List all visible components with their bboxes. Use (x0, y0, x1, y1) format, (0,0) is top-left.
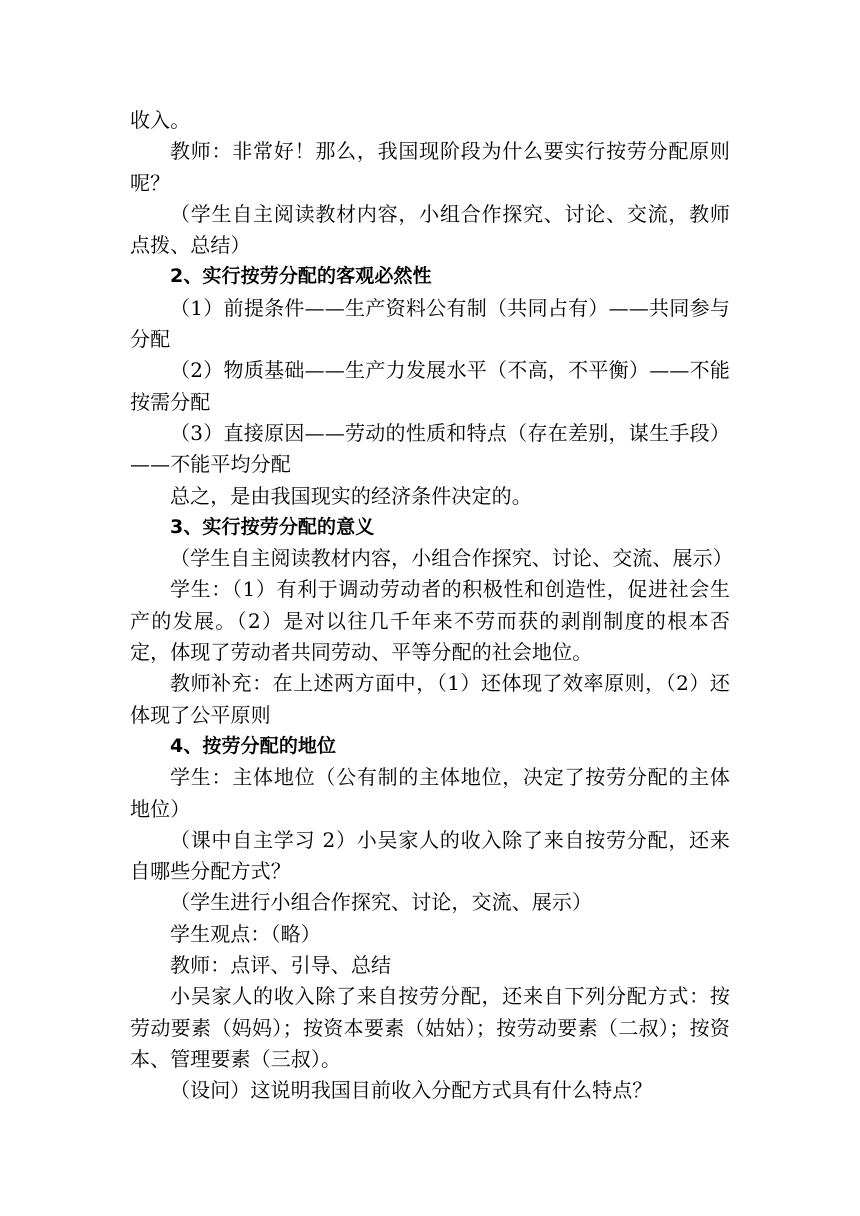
paragraph-reason-1: （1）前提条件——生产资料公有制（共同占有）——共同参与分配 (130, 295, 730, 352)
paragraph-income-end: 收入。 (130, 108, 191, 132)
paragraph-student-answer: 学生：（1）有利于调动劳动者的积极性和创造性，促进社会生产的发展。（2）是对以往几千年来不劳而获的剥削制度的根本否定，体现了劳动者共同劳动、平等分配的社会地位。 (130, 577, 730, 665)
section-heading-3: 3、实行按劳分配的意义 (170, 515, 375, 538)
paragraph-group-activity: （学生进行小组合作探究、讨论，交流、展示） (170, 890, 593, 915)
paragraph-reason-3: （3）直接原因——劳动的性质和特点（存在差别，谋生手段）——不能平均分配 (130, 420, 730, 477)
paragraph-self-study-2: （课中自主学习 2）小吴家人的收入除了来自按劳分配，还来自哪些分配方式？ (130, 827, 730, 884)
section-heading-4: 4、按劳分配的地位 (170, 734, 337, 757)
document-body (130, 105, 733, 1107)
paragraph-student-status: 学生：主体地位（公有制的主体地位，决定了按劳分配的主体地位） (130, 765, 730, 821)
paragraph-question: （设问）这说明我国目前收入分配方式具有什么特点？ (170, 1078, 653, 1103)
paragraph-student-activity: （学生自主阅读教材内容，小组合作探究、讨论、交流、展示） (170, 546, 733, 571)
section-heading-2: 2、实行按劳分配的客观必然性 (170, 265, 432, 288)
paragraph-student-view: 学生观点：（略） (170, 921, 321, 946)
paragraph-distribution-methods: 小吴家人的收入除了来自按劳分配，还来自下列分配方式：按劳动要素（妈妈）；按资本要素（姑姑）；按劳动要素（二叔）；按资本、管理要素（三叔）。 (130, 984, 730, 1071)
paragraph-teacher-supplement: 教师补充：在上述两方面中，（1）还体现了效率原则，（2）还体现了公平原则 (130, 671, 730, 727)
paragraph-student-reading: （学生自主阅读教材内容，小组合作探究、讨论、交流，教师点拨、总结） (130, 201, 730, 258)
paragraph-reason-2: （2）物质基础——生产力发展水平（不高，不平衡）——不能按需分配 (130, 358, 730, 414)
paragraph-teacher-review: 教师：点评、引导、总结 (170, 953, 392, 978)
paragraph-teacher-question: 教师：非常好！那么，我国现阶段为什么要实行按劳分配原则呢？ (130, 139, 730, 195)
paragraph-summary: 总之，是由我国现实的经济条件决定的。 (170, 483, 532, 508)
